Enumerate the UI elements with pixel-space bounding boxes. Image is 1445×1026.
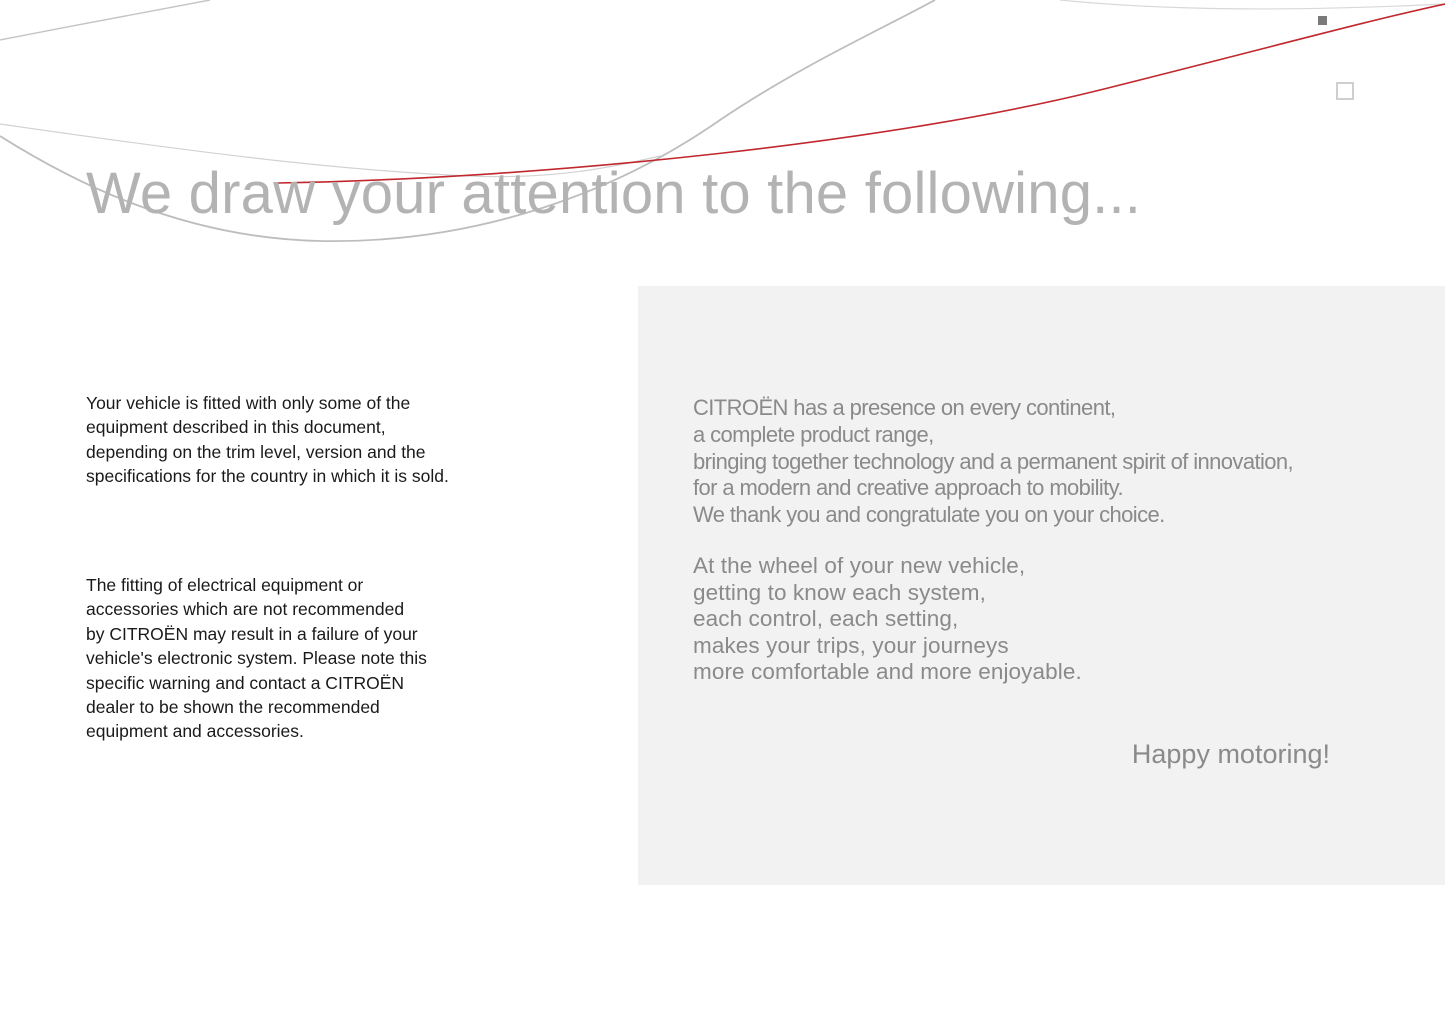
vehicle-line: each control, each setting, — [693, 606, 959, 631]
brand-paragraph — [693, 395, 1293, 529]
vehicle-line: getting to know each system, — [693, 579, 986, 605]
notice-line: dealer to be shown the recommended — [86, 697, 380, 718]
brand-line: a complete product range, — [693, 421, 934, 447]
equipment-notice — [86, 391, 486, 489]
vehicle-line: makes your trips, your journeys — [693, 632, 1009, 658]
notice-line: specific warning and contact a CITROËN — [86, 672, 405, 693]
notice-line: by CITROËN may result in a failure of your — [86, 623, 418, 644]
notice-line: accessories which are not recommended — [86, 599, 405, 620]
notice-line: The fitting of electrical equipment or — [86, 575, 364, 595]
vehicle-line: At the wheel of your new vehicle, — [693, 553, 1026, 578]
notice-line: specifications for the country in which it is sold. — [86, 466, 449, 487]
filled-square-marker — [1318, 16, 1327, 25]
sign-off: Happy motoring! — [1131, 739, 1330, 769]
notice-line: Your vehicle is fitted with only some of the — [86, 393, 411, 413]
notice-line: equipment described in this document, — [86, 417, 386, 438]
electrical-warning-notice — [86, 573, 466, 744]
brand-line: CITROËN has a presence on every continent, — [693, 395, 1116, 420]
vehicle-paragraph — [693, 553, 1082, 686]
welcome-panel — [638, 286, 1445, 885]
grey-curve-top-left — [0, 0, 210, 40]
brand-line: for a modern and creative approach to mobility. — [693, 475, 1123, 501]
outline-square-marker — [1336, 82, 1354, 100]
page-title: We draw your attention to the following... — [86, 161, 1142, 226]
notice-line: vehicle's electronic system. Please note this — [86, 648, 427, 669]
vehicle-line: more comfortable and more enjoyable. — [693, 659, 1082, 684]
brand-line: bringing together technology and a permanent spirit of innovation, — [693, 448, 1294, 474]
notice-line: depending on the trim level, version and the — [86, 441, 426, 462]
red-accent-curve — [278, 4, 1445, 183]
notice-line: equipment and accessories. — [86, 721, 304, 742]
brand-line: We thank you and congratulate you on your choice. — [693, 502, 1165, 528]
grey-curve-top-right — [1060, 0, 1445, 9]
